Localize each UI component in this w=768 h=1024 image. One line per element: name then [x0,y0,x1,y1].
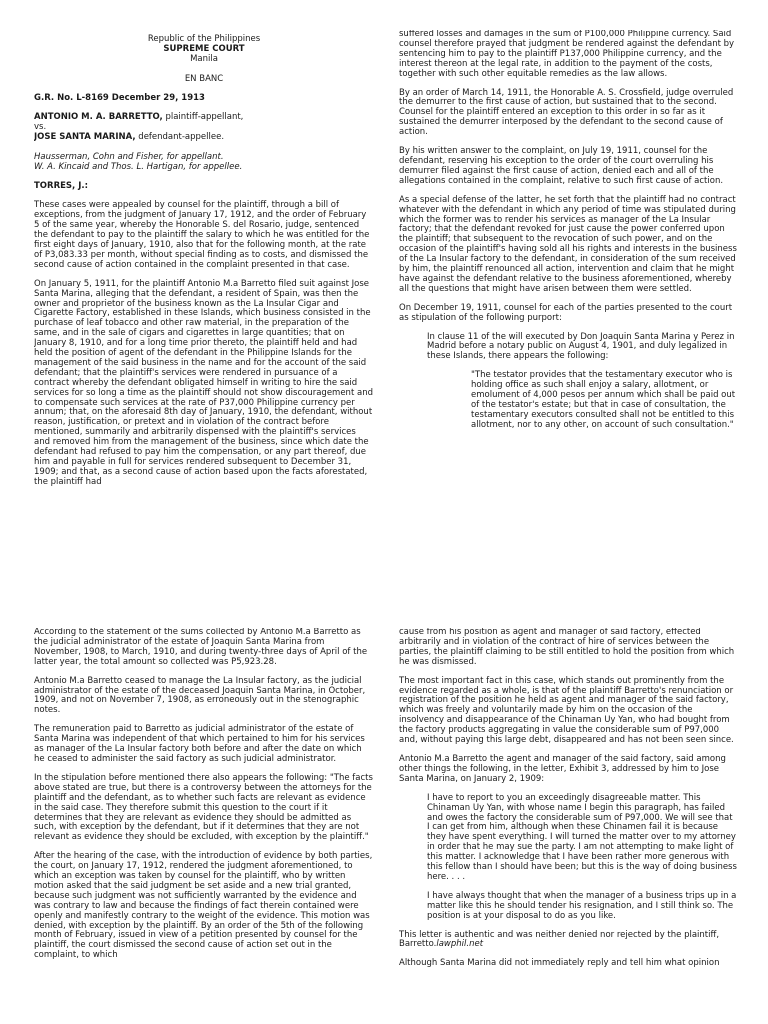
watermark-text: lawphil.net [436,939,484,950]
indented-paragraph: In clause 11 of the will executed by Don Joaquin Santa Marina y Perez in Madrid before a notary public on August 4, 1901, and duly legalized in these Islands, there appears the following: [427,331,735,362]
defendant-role: defendant-appellee. [135,131,225,142]
column-4 [399,628,737,1024]
counsel-block [34,153,374,173]
paragraph: On January 5, 1911, for the plaintiff Antonio M.a Barretto filed suit against Jose Santa Marina, alleging that the defendant, a resident of Spain, was then the owner and proprietor of the business known as the La Insular Cigar and Cigarette Factory, established in these Islands, which business consisted in the purchase of leaf tobacco and other raw material, in the preparation of the same, and in the sale of cigars and cigarettes in large quantities; that on January 8, 1910, and for a long time prior thereto, the plaintiff held and had held the position of agent of the defendant in the Philippine Islands for the management of the said business in the name and for the account of the said defendant; that the plaintiff's services were rendered in pursuance of a contract whereby the defendant obligated himself in writing to hire the said services for so long a time as the plaintiff should not show discouragement and to compensate such services at the rate of P37,000 Philippine currency per annum; that, on the aforesaid 8th day of January, 1910, the defendant, without reason, justification, or pretext and in violation of the contract before mentioned, summarily and arbitrarily dispensed with the plaintiff's services and removed him from the management of the business, since which date the defendant had refused to pay him the compensation, or any part thereof, due him and payable in full for services rendered subsequent to December 31, 1909; and that, as a second cause of action based upon the facts aforestated, the plaintiff had [34,278,373,487]
quoted-letter-paragraph: I have to report to you an exceedingly disagreeable matter. This Chinaman Uy Yan, with whose name I begin this paragraph, has failed and owes the factory the considerable sum of P97,000. We will see that I can get from him, although when these Chinamen fail it is because they have spent everything. I will turned the matter over to my attorney in order that he may sue the party. I am not attempting to make light of this matter. I acknowledge that I have been rather more generous with this fellow than I should have been; but this is the way of doing business here. . . . [427,792,737,882]
paragraph: According to the statement of the sums collected by Antonio M.a Barretto as the judicial administrator of the estate of Joaquin Santa Marina from November, 1908, to March, 1910, and during twenty-three days of April of the latter year, the total amount so collected was P5,923.28. [34,628,368,667]
defendant-name: JOSE SANTA MARINA, [34,131,136,142]
court-city: Manila [190,54,218,64]
court-name: SUPREME COURT [163,44,245,54]
paragraph-text: This letter is authentic and was neither denied nor rejected by the plaintiff, Barretto. [399,929,720,950]
counsel-appellant: Hausserman, Cohn and Fisher, for appellant. [34,151,224,162]
counsel-appellee: W. A. Kincaid and Thos. L. Hartigan, for appellee. [34,161,243,172]
paragraph: The most important fact in this case, which stands out prominently from the evidence regarded as a whole, is that of the plaintiff Barretto's renunciation or registration of the position he held as agent and manager of the said factory, which was freely and voluntarily made by him on the occasion of the insolvency and disappearance of the Chinaman Uy Yan, who had bought from the factory products aggregating in value the considerable sum of P97,000 and, without paying this large debt, disappeared and has not been seen since. [399,675,734,746]
plaintiff-name: ANTONIO M. A. BARRETTO, [34,111,163,122]
court-header [34,34,374,84]
parties-block [34,113,374,143]
en-banc-label: EN BANC [184,74,224,84]
republic-line: Republic of the Philippines [147,34,261,44]
paragraph: cause from his position as agent and manager of said factory, effected arbitrarily and in violation of the contract of hire of services between the parties, the plaintiff claiming to be still entitled to hold the position from which he was dismissed. [399,628,735,667]
justice-name: TORRES, J.: [34,181,89,192]
versus-label: vs. [34,121,47,132]
paragraph: The remuneration paid to Barretto as judicial administrator of the estate of Santa Marina was independent of that which pertained to him for his services as manager of the La Insular factory both before and after the date on which he ceased to administer the said factory as such judicial administrator. [34,724,365,764]
column-3 [34,628,374,1024]
paragraph: These cases were appealed by counsel for the plaintiff, through a bill of exceptions, from the judgment of January 17, 1912, and the order of February 5 of the same year, whereby the Honorable S. del Rosario, judge, sentenced the defendant to pay to the plaintiff the salary to which he was entitled for the first eight days of January, 1910, also that for the following month, at the rate of P3,083.33 per month, without special finding as to costs, and dismissed the second cause of action contained in the complaint presented in that case. [34,200,370,270]
page-break [0,590,768,626]
paragraph: By an order of March 14, 1911, the Honorable A. S. Crossfield, judge overruled the demurrer to the first cause of action, but sustained that to the second. Counsel for the plaintiff entered an exception to this order in so far as it sustained the demurrer interposed by the defendant to the second cause of action. [399,87,734,138]
paragraph: On December 19, 1911, counsel for each of the parties presented to the court as stipulation of the following purport: [399,302,733,323]
paragraph: As a special defense of the latter, he set forth that the plaintiff had no contract whatever with the defendant in which any period of time was stipulated during which the former was to render his services as manager of the La Insular factory; that the defendant revoked for just cause the power conferred upon the plaintiff; that subsequent to the revocation of such power, and on the occasion of the plaintiff's having sold all his rights and interests in the business of the La Insular factory to the defendant, in consideration of the sum received by him, the plaintiff renounced all action, intervention and claim that he might have against the defendant relative to the business aforementioned, whereby all the questions that might have arisen between them were settled. [399,194,737,294]
column-1 [34,34,374,562]
quoted-letter-paragraph: I have always thought that when the manager of a business trips up in a matter like this he should tender his resignation, and I still think so. The position is at your disposal to do as you like. [427,890,737,921]
paragraph: After the hearing of the case, with the introduction of evidence by both parties, the court, on January 17, 1912, rendered the judgment aforementioned, to which an exception was taken by counsel for the plaintiff, who by written motion asked that the said judgment be set aside and a new trial granted, because such judgment was not sufficiently warranted by the evidence and was contrary to law and because the findings of fact therein contained were openly and manifestly contrary to the weight of the evidence. This motion was denied, with exception by the plaintiff. By an order of the 5th of the following month of February, issued in view of a petition presented by counsel for the plaintiff, the court dismissed the second cause of action set out in the complaint, to which [34,851,373,961]
paragraph [399,931,737,951]
quoted-clause: "The testator provides that the testamentary executor who is holding office as such shall enjoy a salary, allotment, or emolument of 4,000 pesos per annum which shall be paid out of the testator's estate; but that in case of consultation, the testamentary executors consulted shall not be entitled to this allotment, nor to any other, on account of such consultation." [471,370,736,430]
plaintiff-role: plaintiff-appellant, [162,111,244,122]
column-2 [399,30,737,590]
paragraph: Antonio M.a Barretto the agent and manager of the said factory, said among other things the following, in the letter, Exhibit 3, addressed by him to Jose Santa Marina, on January 2, 1909: [399,753,726,784]
paragraph: suffered losses and damages in the sum of P100,000 Philippine currency. Said counsel therefore prayed that judgment be rendered against the defendant by sentencing him to pay to the plaintiff P137,000 Philippine currency, and the interest thereon at the legal rate, in addition to the payment of the costs, together with such other equitable remedies as the law allows. [399,30,735,79]
paragraph: Although Santa Marina did not immediately reply and tell him what opinion [399,958,720,969]
paragraph: Antonio M.a Barretto ceased to manage the La Insular factory, as the judicial administrator of the estate of the deceased Joaquin Santa Marina, in October, 1909, and not on November 7, 1908, as erroneously out in the stenographic notes. [34,675,366,716]
paragraph: In the stipulation before mentioned there also appears the following: "The facts above stated are true, but there is a controversy between the attorneys for the plaintiff and the defendant, as to whether such facts are relevant as evidence in the said case. They therefore submit this question to the court if it determines that they are relevant as evidence they should be admitted as such, with exception by the defendant, but if it determines that they are not relevant as evidence they should be excluded, with exception by the plaintiff." [34,772,373,843]
case-number: G.R. No. L-8169 December 29, 1913 [34,93,205,103]
paragraph: By his written answer to the complaint, on July 19, 1911, counsel for the defendant, reserving his exception to the order of the court overruling his demurrer filed against the first cause of action, denied each and all of the allegations contained in the complaint, relative to such first cause of action. [399,146,724,186]
